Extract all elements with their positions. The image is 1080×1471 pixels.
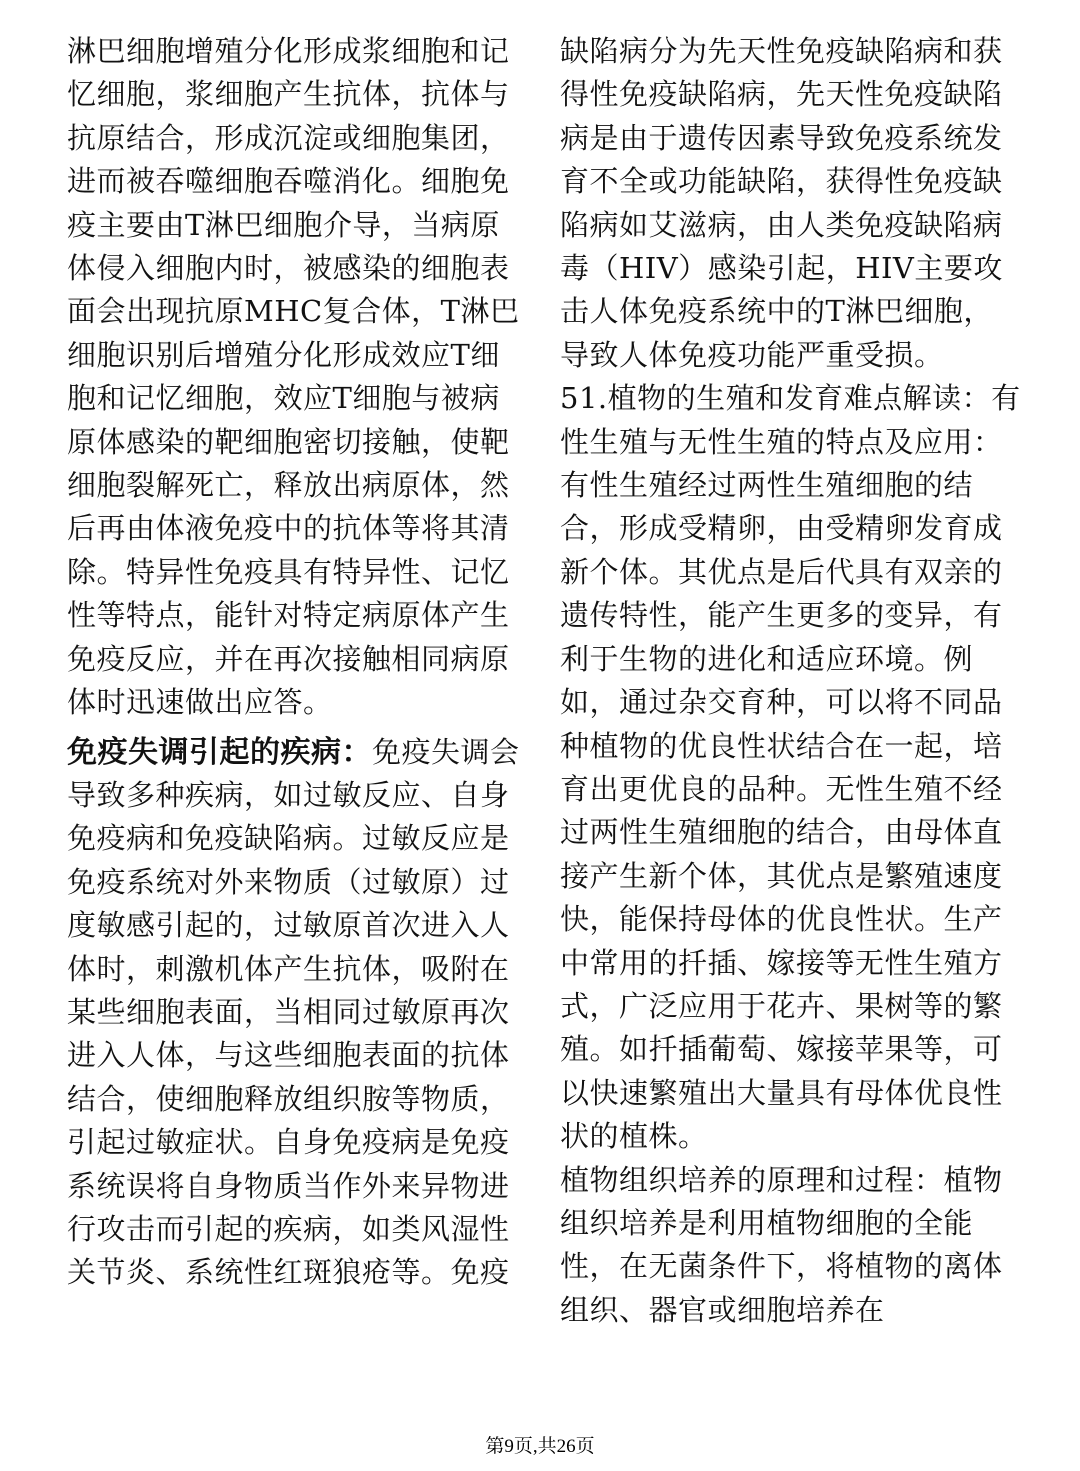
immune-disorders-text: 免疫失调会导致多种疾病，如过敏反应、自身免疫病和免疫缺陷病。过敏反应是免疫系统对外来物质（过敏原）过度敏感引起的，过敏原首次进入人体时，刺激机体产生抗体，吸附在某些细胞表面，当相同过敏原再次进入人体，与这些细胞表面的抗体结合，使细胞释放组织胺等物质，引起过敏症状。自身免疫病是免疫系统误将自身物质当作外来异物进行攻击而引起的疾病，如类风湿性关节炎、系统性红斑狼疮等。免疫	[67, 734, 520, 1290]
left-column	[67, 30, 527, 1295]
paragraph-plant-reproduction: 51.植物的生殖和发育难点解读：有性生殖与无性生殖的特点及应用：有性生殖经过两性生殖细胞的结合，形成受精卵，由受精卵发育成新个体。其优点是后代具有双亲的遗传特性，能产生更多的变异，有利于生物的进化和适应环境。例如，通过杂交育种，可以将不同品种植物的优良性状结合在一起，培育出更优良的品种。无性生殖不经过两性生殖细胞的结合，由母体直接产生新个体，其优点是繁殖速度快，能保持母体的优良性状。生产中常用的扦插、嫁接等无性生殖方式，广泛应用于花卉、果树等的繁殖。如扦插葡萄、嫁接苹果等，可以快速繁殖出大量具有母体优良性状的植株。	[560, 381, 1021, 1154]
page-number: 第9页,共26页	[485, 1436, 595, 1457]
paragraph-tissue-culture: 植物组织培养的原理和过程：植物组织培养是利用植物细胞的全能性，在无菌条件下，将植物的离体组织、器官或细胞培养在	[560, 1162, 1003, 1327]
paragraph-specific-immunity: 淋巴细胞增殖分化形成浆细胞和记忆细胞，浆细胞产生抗体，抗体与抗原结合，形成沉淀或细胞集团，进而被吞噬细胞吞噬消化。细胞免疫主要由T淋巴细胞介导，当病原体侵入细胞内时，被感染的细胞表面会出现抗原MHC复合体，T淋巴细胞识别后增殖分化形成效应T细胞和记忆细胞，效应T细胞与被病原体感染的靶细胞密切接触，使靶细胞裂解死亡，释放出病原体，然后再由体液免疫中的抗体等将其清除。特异性免疫具有特异性、记忆性等特点，能针对特定病原体产生免疫反应，并在再次接触相同病原体时迅速做出应答。	[67, 34, 520, 720]
section-heading-immune-disorders: 免疫失调引起的疾病：	[67, 734, 372, 770]
paragraph-immune-disorders	[67, 731, 527, 1295]
right-column	[560, 30, 1022, 1332]
paragraph-immunodeficiency: 缺陷病分为先天性免疫缺陷病和获得性免疫缺陷病，先天性免疫缺陷病是由于遗传因素导致免疫系统发育不全或功能缺陷，获得性免疫缺陷病如艾滋病，由人类免疫缺陷病毒（HIV）感染引起，HIV主要攻击人体免疫系统中的T淋巴细胞，导致人体免疫功能严重受损。	[560, 34, 1003, 372]
